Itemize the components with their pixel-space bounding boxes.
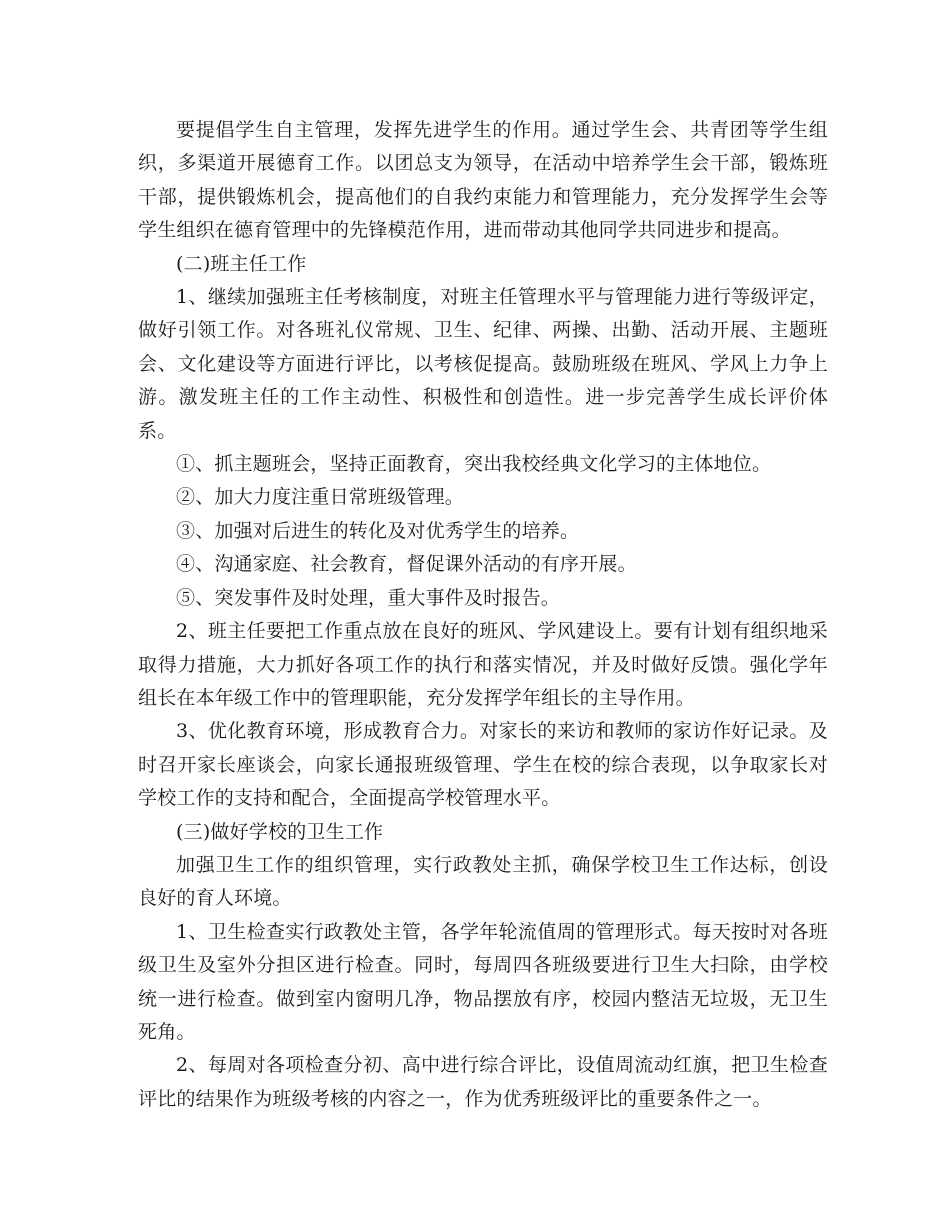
list-item-daily-class-management: ②、加大力度注重日常班级管理。 xyxy=(176,486,465,509)
document-body xyxy=(138,114,828,1116)
paragraph-student-self-management: 要提倡学生自主管理，发挥先进学生的作用。通过学生会、共青团等学生组织，多渠道开展德育工作。以团总支为领导，在活动中培养学生会干部，锻炼班干部，提供锻炼机会，提高他们的自我约束能力和管理能力，充分发挥学生会等学生组织在德育管理中的先锋模范作用，进而带动其他同学共同进步和提高。 xyxy=(138,119,828,242)
list-item-theme-class-meeting: ①、抓主题班会，坚持正面教育，突出我校经典文化学习的主体地位。 xyxy=(176,453,772,476)
section-heading-class-teacher-work: (二)班主任工作 xyxy=(176,252,307,275)
section-heading-hygiene-work: (三)做好学校的卫生工作 xyxy=(176,820,384,843)
list-item-family-society-education: ④、沟通家庭、社会教育，督促课外活动的有序开展。 xyxy=(176,553,637,576)
list-item-student-transformation: ③、加强对后进生的转化及对优秀学生的培养。 xyxy=(176,519,580,542)
paragraph-hygiene-evaluation: 2、每周对各项检查分初、高中进行综合评比，设值周流动红旗，把卫生检查评比的结果作为班级考核的内容之一，作为优秀班级评比的重要条件之一。 xyxy=(138,1054,828,1110)
paragraph-class-style-construction: 2、班主任要把工作重点放在良好的班风、学风建设上。要有计划有组织地采取得力措施，大力抓好各项工作的执行和落实情况，并及时做好反馈。强化学年组长在本年级工作中的管理职能，充分发挥学年组长的主导作用。 xyxy=(138,620,828,709)
paragraph-hygiene-organization: 加强卫生工作的组织管理，实行政教处主抓，确保学校卫生工作达标，创设良好的育人环境。 xyxy=(138,853,828,910)
paragraph-class-teacher-assessment: 1、继续加强班主任考核制度，对班主任管理水平与管理能力进行等级评定，做好引领工作。对各班礼仪常规、卫生、纪律、两操、出勤、活动开展、主题班会、文化建设等方面进行评比，以考核促提高。鼓励班级在班风、学风上力争上游。激发班主任的工作主动性、积极性和创造性。进一步完善学生成长评价体系。 xyxy=(138,286,828,442)
paragraph-education-environment: 3、优化教育环境，形成教育合力。对家长的来访和教师的家访作好记录。及时召开家长座谈会，向家长通报班级管理、学生在校的综合表现，以争取家长对学校工作的支持和配合，全面提高学校管理水平。 xyxy=(138,720,828,810)
paragraph-hygiene-inspection: 1、卫生检查实行政教处主管，各学年轮流值周的管理形式。每天按时对各班级卫生及室外分担区进行检查。同时，每周四各班级要进行卫生大扫除，由学校统一进行检查。做到室内窗明几净，物品摆放有序，校园内整洁无垃圾，无卫生死角。 xyxy=(138,920,828,1043)
list-item-emergency-handling: ⑤、突发事件及时处理，重大事件及时报告。 xyxy=(176,586,561,609)
